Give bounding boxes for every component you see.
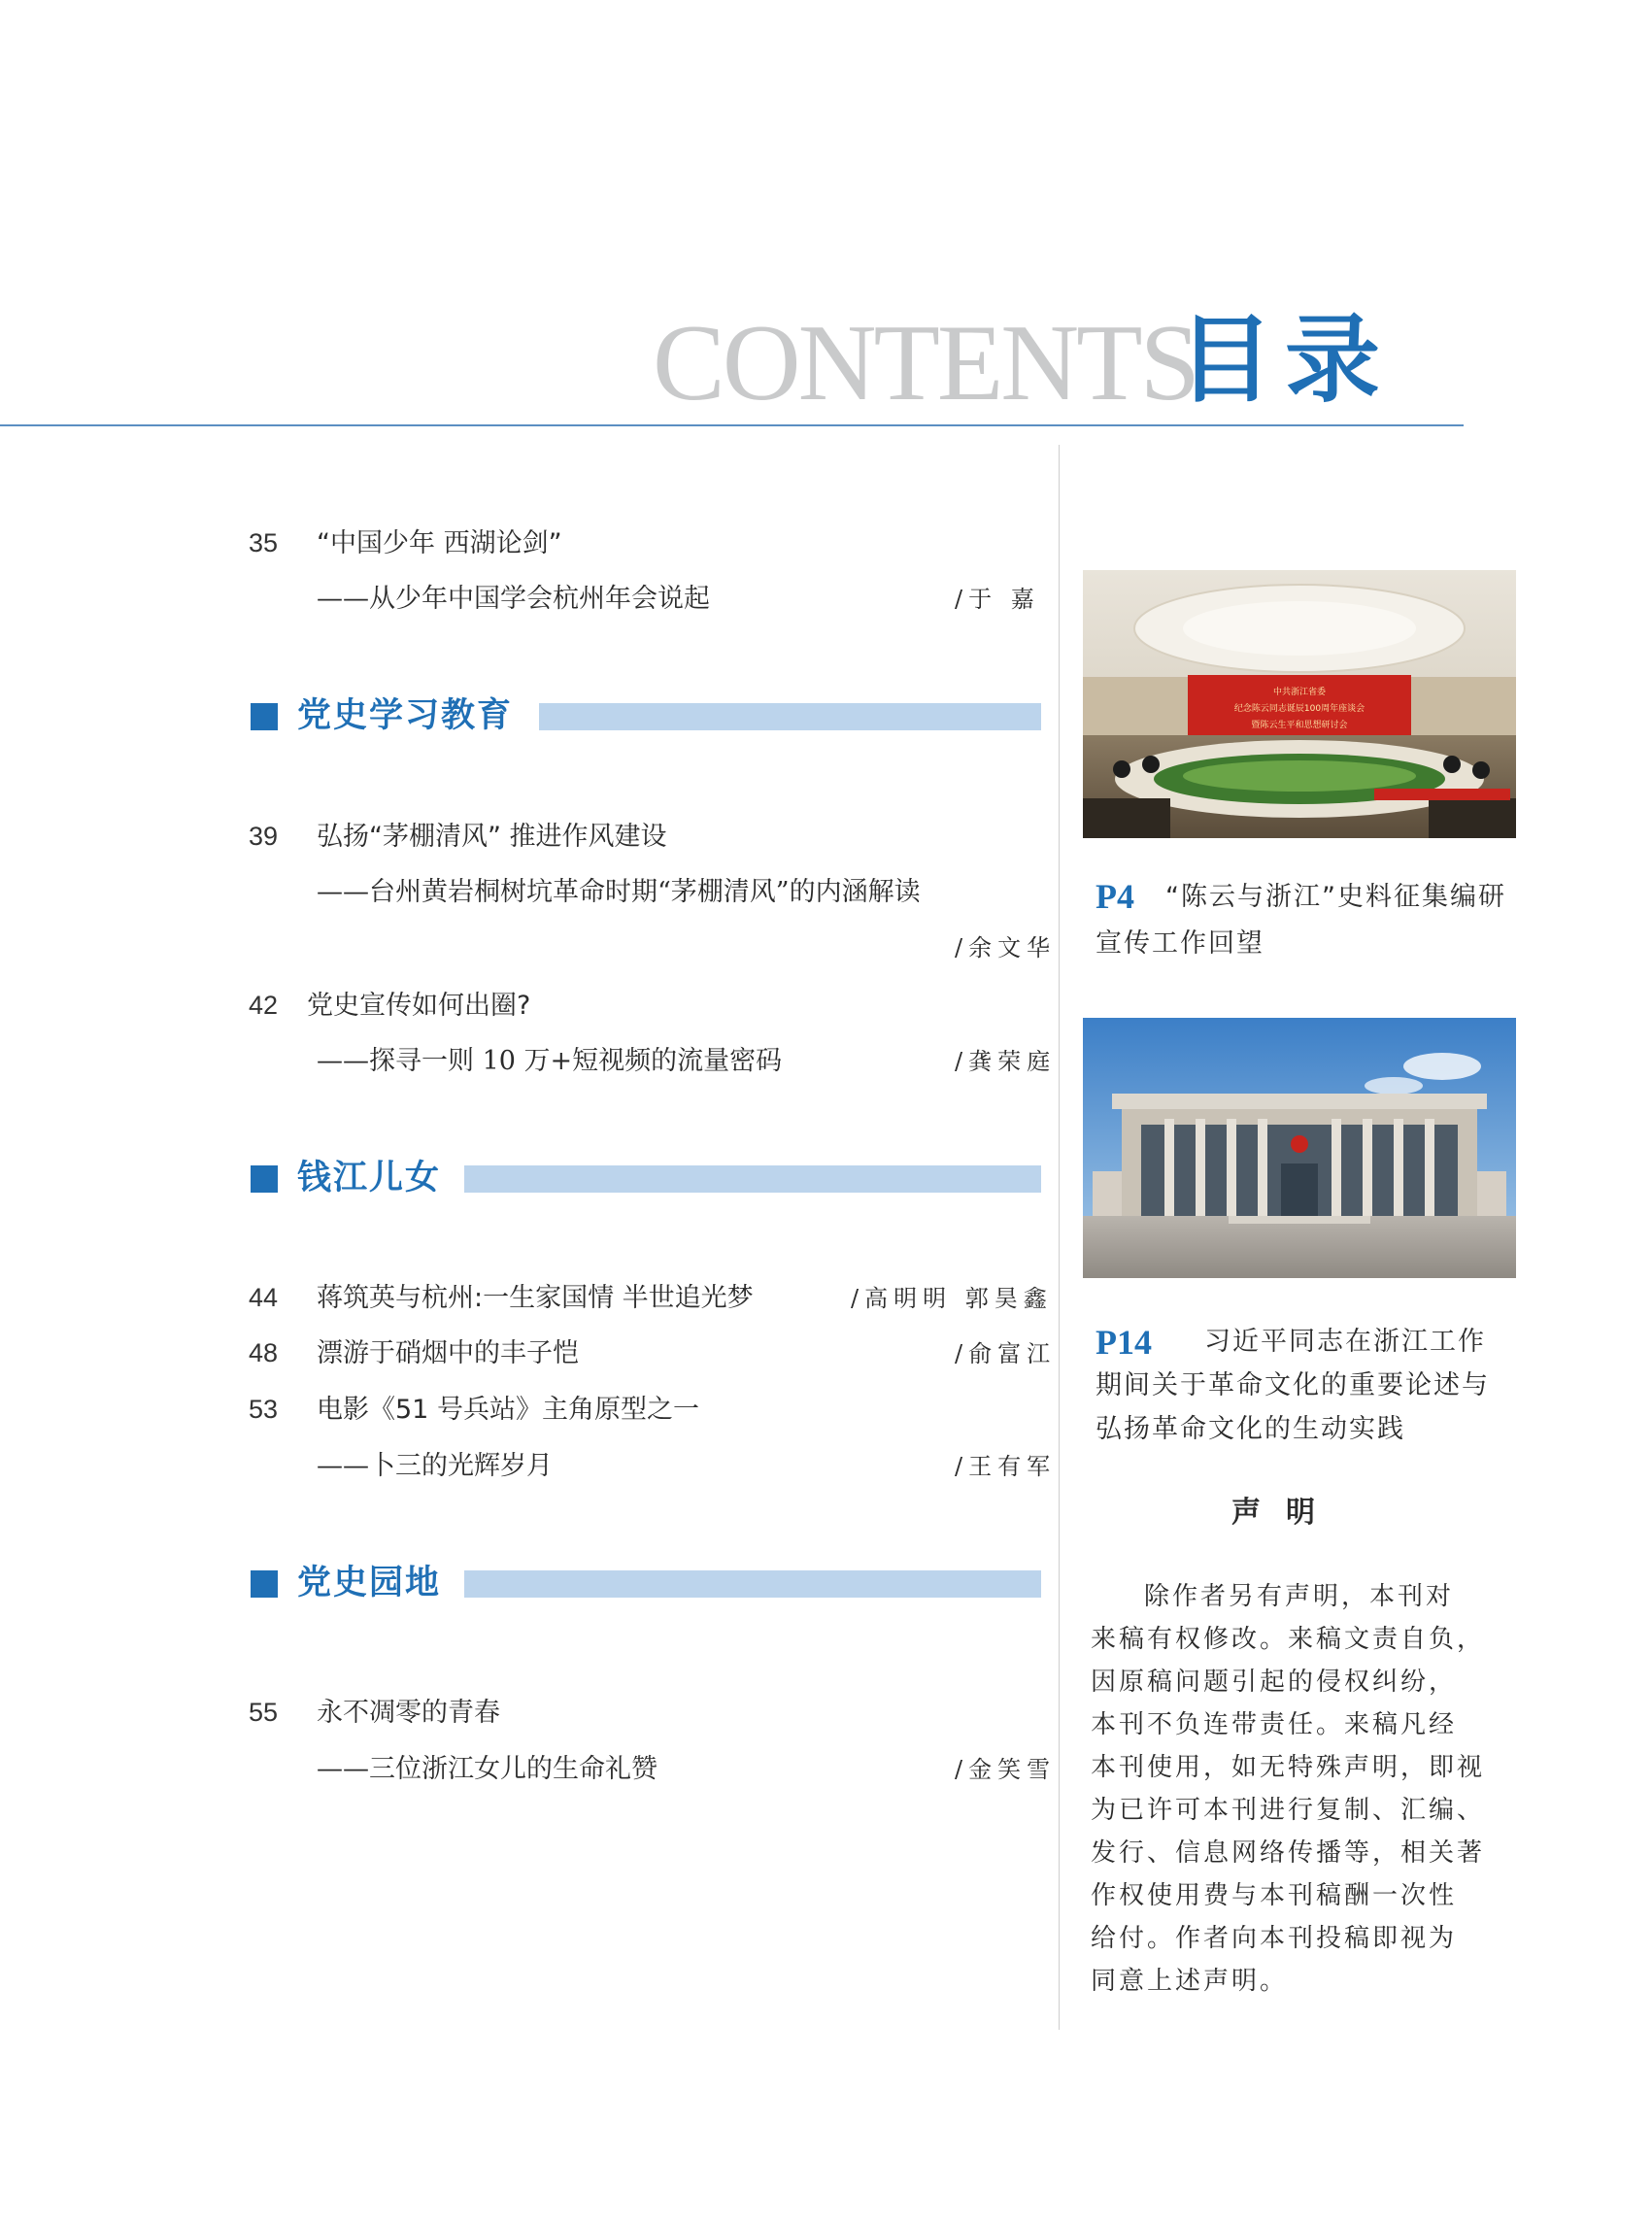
toc-title: 永不凋零的青春	[317, 1698, 500, 1728]
toc-author: /高明明 郭昊鑫	[851, 1285, 1053, 1312]
toc-page-number: 55	[249, 1698, 279, 1727]
toc-page-number: 53	[249, 1395, 279, 1424]
feature-caption-p14-line2: 期间关于革命文化的重要论述与	[1096, 1370, 1490, 1400]
feature-caption-p14-line1: 习近平同志在浙江工作	[1204, 1327, 1486, 1357]
feature-caption-p4-line1: “陈云与浙江”史料征集编研	[1165, 882, 1506, 912]
notice-line: 作权使用费与本刊稿酬一次性	[1091, 1881, 1458, 1910]
toc-page-number: 44	[249, 1283, 279, 1312]
section-bar	[539, 703, 1041, 730]
feature-photo-memorial-hall[interactable]	[1083, 1018, 1516, 1278]
toc-page-number: 48	[249, 1338, 279, 1367]
contents-title-en: CONTENTS	[653, 303, 1197, 423]
section-label: 党史园地	[297, 1564, 442, 1602]
toc-subtitle: ——从少年中国学会杭州年会说起	[317, 584, 710, 614]
section-bar	[464, 1570, 1041, 1598]
notice-line: 为已许可本刊进行复制、汇编、	[1091, 1796, 1486, 1825]
notice-line: 发行、信息网络传播等，相关著	[1091, 1838, 1486, 1868]
section-square-icon	[251, 1165, 278, 1193]
banner-line-3: 暨陈云生平和思想研讨会	[1251, 721, 1348, 730]
meeting-room-image	[1083, 570, 1516, 838]
toc-subtitle: ——探寻一则 10 万+短视频的流量密码	[317, 1046, 783, 1076]
toc-author: /龚荣庭	[955, 1048, 1057, 1075]
feature-caption-p4-line2: 宣传工作回望	[1096, 928, 1264, 959]
toc-title: 电影《51 号兵站》主角原型之一	[317, 1395, 699, 1425]
toc-title: 党史宣传如何出圈?	[307, 991, 531, 1021]
feature-photo-meeting[interactable]	[1083, 570, 1516, 838]
section-square-icon	[251, 1570, 278, 1598]
contents-title-cn: 目录	[1178, 305, 1393, 416]
toc-author: /金笑雪	[955, 1756, 1057, 1783]
memorial-hall-image	[1083, 1018, 1516, 1278]
banner-line-2: 纪念陈云同志诞辰100周年座谈会	[1233, 704, 1365, 714]
toc-page-number: 35	[249, 528, 279, 557]
notice-title: 声明	[1231, 1496, 1340, 1530]
banner-line-1: 中共浙江省委	[1272, 688, 1327, 697]
toc-title: 蒋筑英与杭州:一生家国情 半世追光梦	[317, 1283, 754, 1313]
toc-author: /俞富江	[955, 1340, 1057, 1367]
section-square-icon	[251, 703, 278, 730]
toc-author: /王有军	[955, 1453, 1057, 1480]
notice-line: 因原稿问题引起的侵权纠纷，	[1091, 1668, 1458, 1697]
feature-page-p14: P14	[1096, 1323, 1152, 1362]
notice-line: 给付。作者向本刊投稿即视为	[1091, 1924, 1458, 1953]
toc-author: /余文华	[955, 934, 1057, 961]
notice-line: 除作者另有声明，本刊对	[1144, 1582, 1455, 1611]
feature-caption-p14-line3: 弘扬革命文化的生动实践	[1096, 1414, 1405, 1444]
feature-page-p4: P4	[1096, 877, 1134, 916]
section-label: 钱江儿女	[297, 1159, 442, 1197]
notice-line: 来稿有权修改。来稿文责自负，	[1091, 1625, 1486, 1654]
notice-line: 本刊使用，如无特殊声明，即视	[1091, 1753, 1486, 1782]
column-divider	[1059, 445, 1060, 2030]
section-label: 党史学习教育	[297, 696, 514, 735]
toc-subtitle: ——台州黄岩桐树坑革命时期“茅棚清风”的内涵解读	[317, 877, 921, 907]
toc-subtitle: ——卜三的光辉岁月	[317, 1451, 553, 1481]
toc-title: 弘扬“茅棚清风” 推进作风建设	[317, 822, 667, 852]
notice-line: 本刊不负连带责任。来稿凡经	[1091, 1710, 1458, 1739]
toc-page-number: 42	[249, 991, 279, 1020]
section-bar	[464, 1165, 1041, 1193]
toc-title: 漂游于硝烟中的丰子恺	[317, 1338, 579, 1368]
notice-line: 同意上述声明。	[1091, 1967, 1289, 1996]
toc-subtitle: ——三位浙江女儿的生命礼赞	[317, 1754, 657, 1784]
toc-page-number: 39	[249, 822, 279, 851]
header-rule	[0, 424, 1464, 426]
toc-title: “中国少年 西湖论剑”	[317, 528, 562, 558]
toc-author: /于 嘉	[955, 586, 1040, 613]
